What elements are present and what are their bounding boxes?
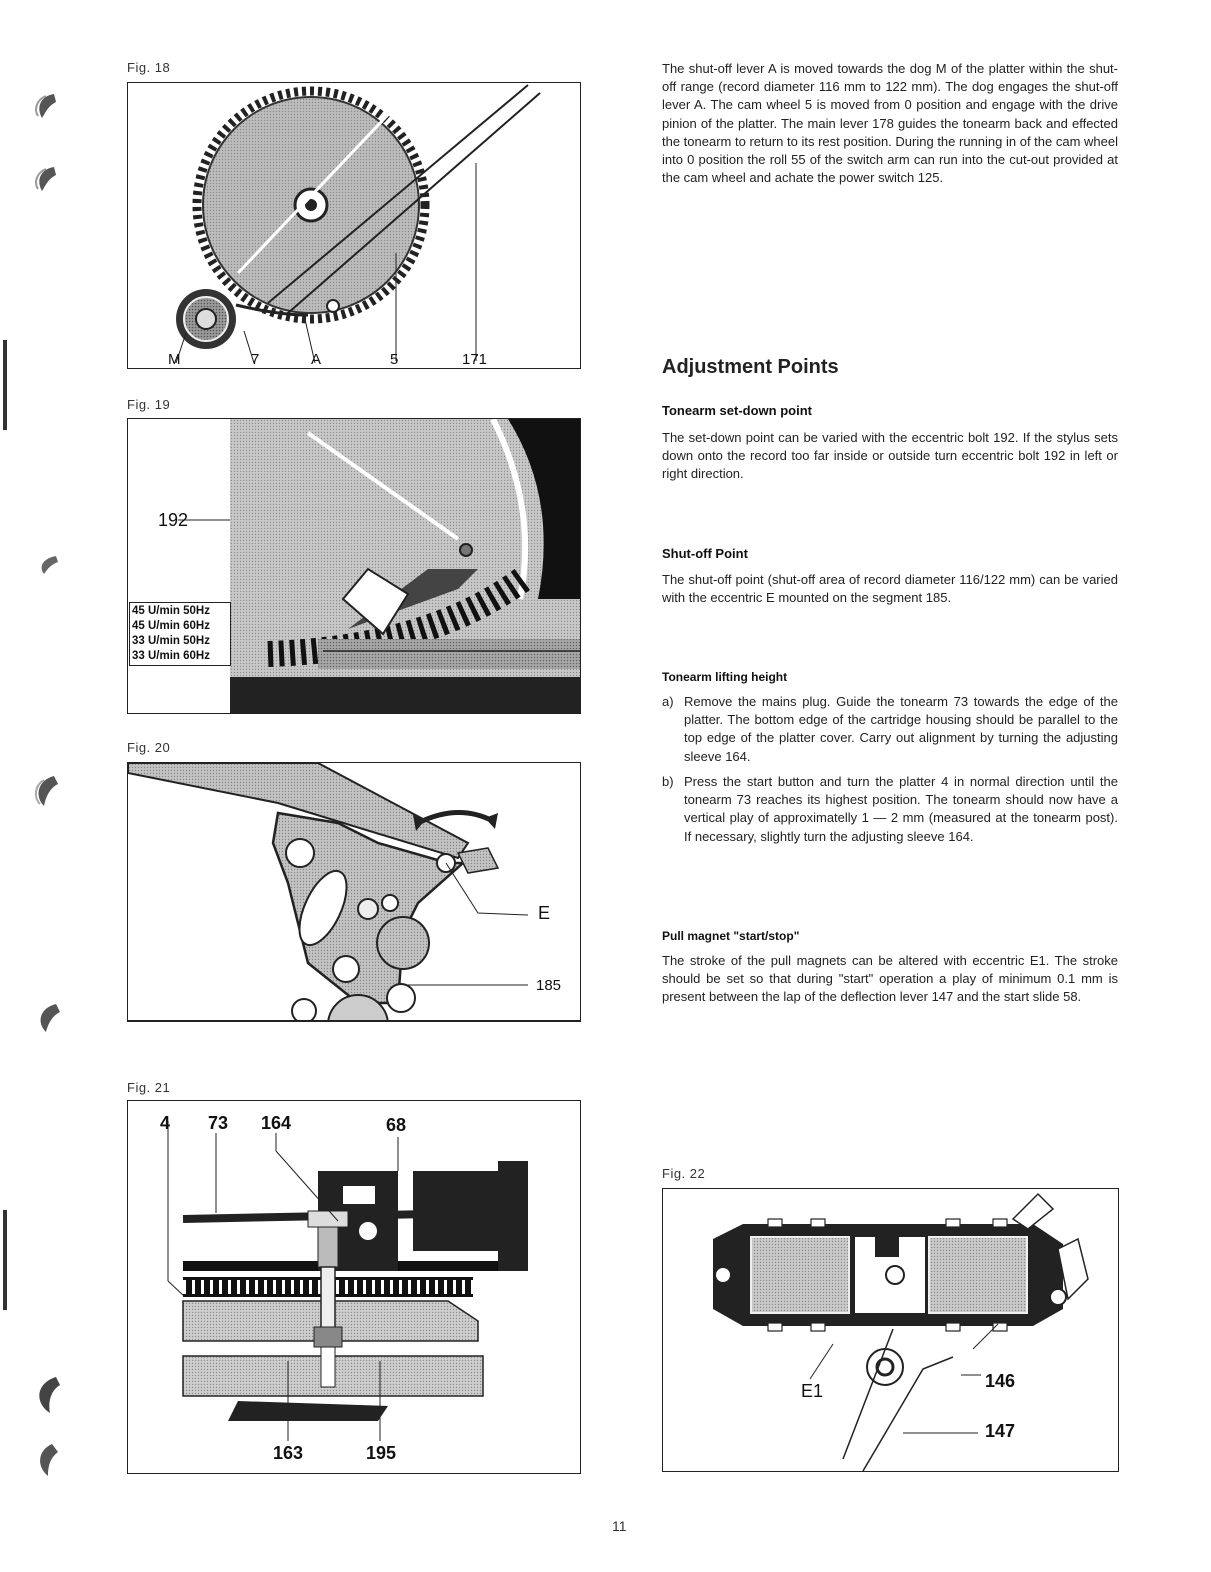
binder-ring-mark-3 [26,550,62,578]
shutoff-heading: Shut-off Point [662,546,748,561]
fig-18-callout-M: M [168,351,181,368]
fig-21-callout-73: 73 [208,1113,229,1133]
speed-mark-45-60: 45 U/min 60Hz [132,620,210,632]
lifting-item-a [662,693,1118,766]
fig-19-callout-192: 192 [158,510,189,530]
page-number: 11 [612,1518,627,1534]
lifting-item-b-text: Press the start button and turn the platter 4 in normal direction until the tonearm 73 reaches its highest position. The tonearm should now have a vertical play of approximatelly 1 — 2 mm (measured at the tonearm post). If necessary, slightly turn the adjusting sleeve 164. [684,774,1118,844]
fig-18-callout-7: 7 [251,351,260,368]
lifting-item-a-text: Remove the mains plug. Guide the tonearm 73 towards the edge of the platter. The bottom edge of the cartridge housing should be parallel to the top edge of the platter cover. Carry out alignment by turning the adjusting sleeve 164. [684,694,1118,764]
lifting-heading: Tonearm lifting height [662,670,788,684]
binder-ring-mark-2 [26,165,62,193]
fig-18-callout-171: 171 [462,351,488,368]
fig-18-callout-5: 5 [390,351,399,368]
intro-paragraph: The shut-off lever A is moved towards the dog M of the platter within the shut-off range (record diameter 116 mm to 122 mm). The dog engages the shut-off lever A. The cam wheel 5 is moved from 0 position and engage with the drive pinion of the platter. The main lever 178 guides the tonearm back and effected the tonearm to return to its rest position. During the running in of the cam wheel into 0 position the roll 55 of the switch arm can run into the cut-out provided at the cam wheel and achate the power switch 125. [662,61,1118,186]
tonearm-lift-drawing [128,1101,580,1473]
left-edge-bar-1 [3,340,7,430]
fig-20-callout-185: 185 [536,977,562,994]
fig-21-image [127,1100,581,1474]
binder-ring-mark-5 [26,1000,62,1034]
setdown-heading: Tonearm set-down point [662,403,812,418]
fig-22-callout-147: 147 [985,1421,1016,1441]
tonearm-setdown-drawing [128,419,580,713]
binder-ring-mark-6 [26,1375,62,1415]
fig-21-callout-195: 195 [366,1443,397,1463]
lifting-item-b-marker: b) [662,774,674,789]
fig-22-callout-146: 146 [985,1371,1016,1391]
pull-magnet-paragraph: The stroke of the pull magnets can be altered with eccentric E1. The stroke should be set so that during "start" operation a play of minimum 0.1 mm is present between the lap of the deflection lever 147 and the start slide 58. [662,953,1118,1005]
shutoff-segment-drawing [128,763,580,1021]
fig-18-callout-A: A [311,351,322,368]
fig-21-callout-163: 163 [273,1443,304,1463]
fig-21-callout-4: 4 [160,1113,171,1133]
fig-22-callout-E1: E1 [801,1381,824,1401]
speed-mark-33-50: 33 U/min 50Hz [132,635,210,647]
fig-21-callout-68: 68 [386,1115,407,1135]
pull-magnet-heading: Pull magnet "start/stop" [662,929,800,943]
speed-mark-45-50: 45 U/min 50Hz [132,605,210,617]
fig-21-label: Fig. 21 [127,1080,171,1095]
lifting-item-a-marker: a) [662,694,674,709]
fig-18-label: Fig. 18 [127,60,171,75]
fig-19-image [127,418,581,714]
fig-20-image [127,762,581,1022]
fig-18-image [127,82,581,369]
cam-wheel-drawing [128,83,580,368]
binder-ring-mark-1 [26,92,62,120]
fig-20-label: Fig. 20 [127,740,171,755]
pull-magnet-drawing [663,1189,1118,1471]
binder-ring-mark-4 [26,774,62,808]
speed-mark-33-60: 33 U/min 60Hz [132,650,210,662]
shutoff-paragraph: The shut-off point (shut-off area of record diameter 116/122 mm) can be varied with the eccentric E mounted on the segment 185. [662,572,1118,606]
fig-19-label: Fig. 19 [127,397,171,412]
fig-20-callout-E: E [538,903,551,923]
setdown-paragraph: The set-down point can be varied with the eccentric bolt 192. If the stylus sets down onto the record too far inside or outside turn eccentric bolt 192 in left or right direction. [662,430,1118,482]
fig-22-label: Fig. 22 [662,1166,706,1181]
adjustment-points-heading: Adjustment Points [662,356,839,378]
fig-22-image [662,1188,1119,1472]
fig-21-callout-164: 164 [261,1113,292,1133]
binder-ring-mark-7 [26,1440,62,1480]
lifting-item-b [662,773,1118,846]
left-edge-bar-2 [3,1210,7,1310]
